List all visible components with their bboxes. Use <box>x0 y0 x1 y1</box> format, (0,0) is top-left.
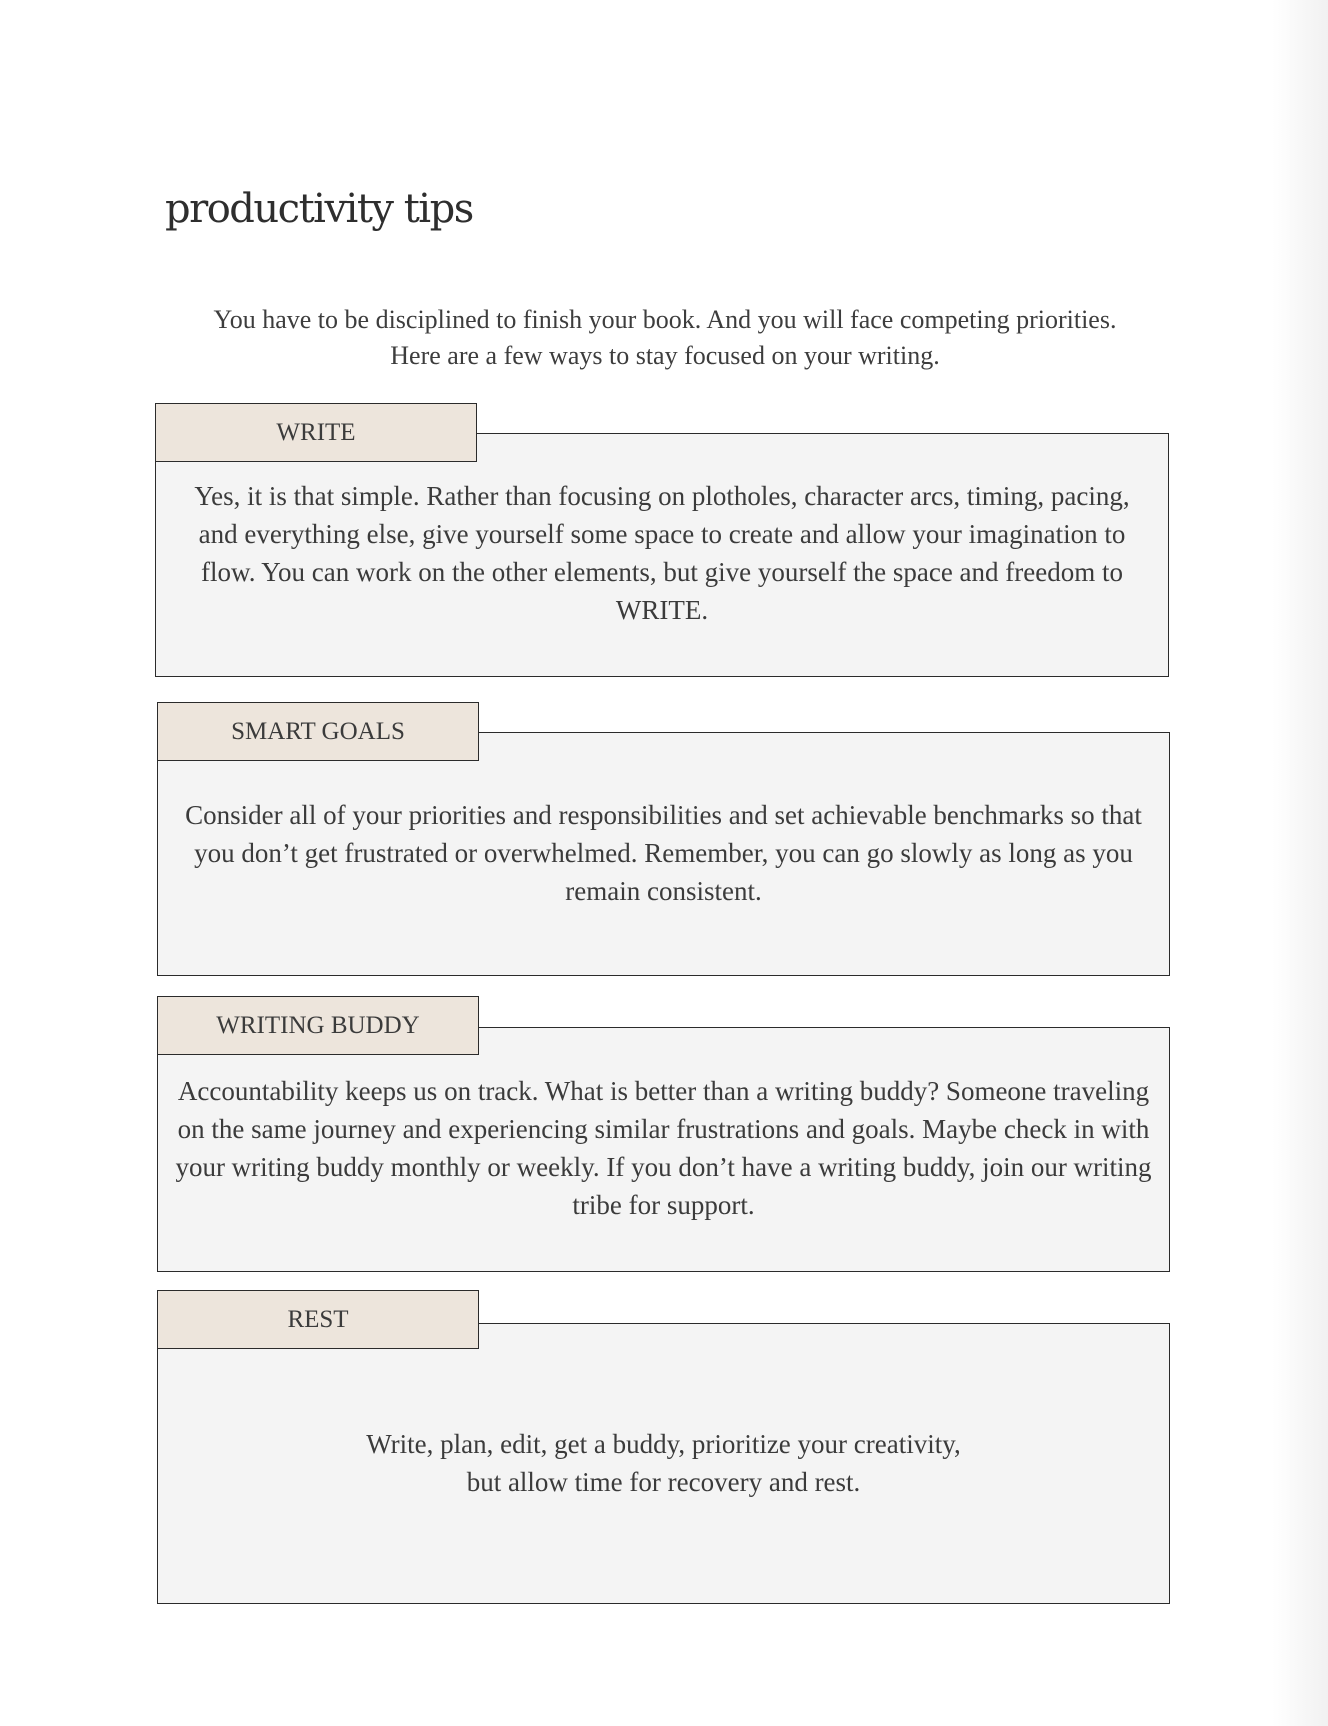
tip-body-write <box>155 477 1169 629</box>
tip-body-line: WRITE. <box>615 595 709 625</box>
tip-body-line: on the same journey and experiencing similar frustrations and goals. Maybe check in with <box>177 1114 1150 1144</box>
tip-heading-writing-buddy: WRITING BUDDY <box>157 996 479 1055</box>
tip-body-line: flow. You can work on the other elements, but give yourself the space and freedom to <box>200 557 1123 587</box>
tip-body-line: Accountability keeps us on track. What is better than a writing buddy? Someone traveling <box>177 1076 1150 1106</box>
intro-line: Here are a few ways to stay focused on your writing. <box>390 341 940 370</box>
tip-heading-smart-goals: SMART GOALS <box>157 702 479 761</box>
intro-line: You have to be disciplined to finish your book. And you will face competing priorities. <box>213 305 1117 334</box>
page-title: productivity tips <box>165 186 473 232</box>
tip-body-line: you don’t get frustrated or overwhelmed. Remember, you can go slowly as long as you <box>194 838 1133 868</box>
page-edge-shadow <box>1272 0 1328 1726</box>
intro-text <box>150 302 1180 374</box>
tip-body-line: your writing buddy monthly or weekly. If you don’t have a writing buddy, join our writing <box>175 1152 1152 1182</box>
tip-body-smart-goals <box>157 796 1170 910</box>
tip-body-line: Consider all of your priorities and responsibilities and set achievable benchmarks so that <box>185 800 1142 830</box>
tip-body-line: but allow time for recovery and rest. <box>466 1467 861 1497</box>
tip-body-rest <box>157 1425 1170 1501</box>
tip-body-line: tribe for support. <box>572 1190 755 1220</box>
tip-body-line: Write, plan, edit, get a buddy, prioritize your creativity, <box>366 1429 961 1459</box>
tip-body-line: and everything else, give yourself some space to create and allow your imagination to <box>198 519 1126 549</box>
tip-heading-write: WRITE <box>155 403 477 462</box>
tip-heading-rest: REST <box>157 1290 479 1349</box>
tip-body-writing-buddy <box>157 1072 1170 1224</box>
tip-body-line: Yes, it is that simple. Rather than focusing on plotholes, character arcs, timing, pacing, <box>194 481 1130 511</box>
tip-body-line: remain consistent. <box>565 876 762 906</box>
